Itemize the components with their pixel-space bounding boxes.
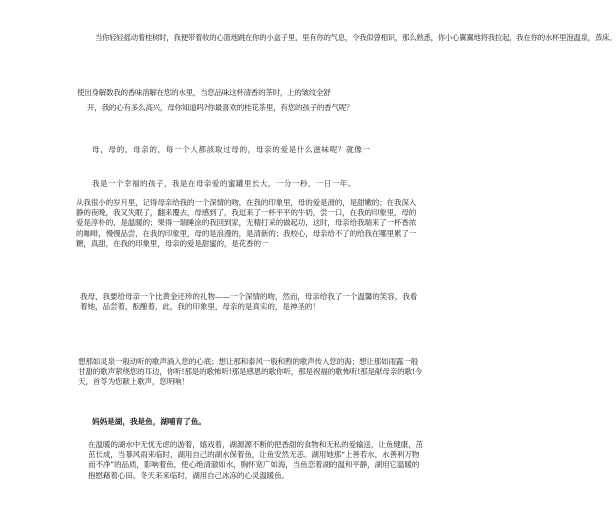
text-line: 当你轻轻摇动着桂树时，我便带着收的心篮地跳在你的小盒子里，里有你的气息，令我似曾相识，那么熟悉，你小心翼翼地将我拉起，我在你的水杯里泡温泉，蒸床。: [95, 33, 616, 42]
paragraph: 从我很小的岁月里，记得母亲给我的一个深情的吻，在我的印象里，母的爱是滑的，是甜嫩的；在我深入静的夜晚，我又失眠了，翻来覆去，母感到了，我逗来了一杯平平的牛奶，尝一口，在我的印象里，母的爱是淳朴的，是温暖的；果得一瑞睡涂的我回到家，无精打采的做起功，这时，母亲给我端来了一杯香浓的咖啡，慢慢品尝，在我的印象里，母的是浪漫的，是清新的；我校心，母亲给不了的给我在哪里累了一糖，真甜，在我的印象里，母亲的爱是甜蜜的，是花香的一: [76, 198, 417, 248]
section-heading: 母，母的，母亲的，每一个人都該取过母的，母亲的爱是什么滋味呢？就像一: [92, 145, 371, 154]
text-line: 使出身解数我的香味溶解在您的水里，当您品味这杯清香的茶时，上的皱纹全舒: [77, 88, 331, 97]
text-line: 我是一个幸福的孩子，我是在母亲爱的蜜罐里长大，一分一秒，一日一年。: [92, 179, 356, 188]
paragraph: 想那如灵泉一般动听的歌声淌入您的心底；想让那和泰风一般和煦的歌声传入您的海；想让那如雨露一般甘甜的歌声萦绕您的耳边，你听!那是的歌怖听!那是感恩的歌你听，那是祝福的歌怖听!那是献母亲的歌!今天，首苓为您献上歌声，您明响！: [78, 357, 423, 387]
paragraph: 我母，我要给母亲一个比黄金还珍的礼物——一个深情的吻，然而，母亲给我了一个温馨的笑容，我看着她，品尝着，酝酿着，此，我的印象里，母亲的是真实的，是神圣的！: [80, 292, 418, 312]
text-line: 开，我的心有多么高兴，母你知道吗?你最喜欢的桂花茶里，有您的孩子的香气呢？: [87, 103, 354, 112]
highlight-line: 妈妈是湖，我是鱼，湖哺育了鱼。: [92, 417, 206, 426]
paragraph: 在温暖的湖水中无忧无虑的游着，嬉戏着，湖源源不断的把香甜的食物和无私的爱输送，让鱼健康，茁茁长成，当暴风雨来临时，湖用自己的湖水保着鱼，让鱼安然无恙。湖用她那“上善若水，水善利万物而不净”的品质，影响着鱼，使心绝清澈如水，胸怀宽广如海，当鱼恋着湖的温和平静，湖用它温暖的抱慰藉着心田。冬天来来临时，湖用自己冰冻的心灵温暖鱼。: [88, 440, 423, 480]
